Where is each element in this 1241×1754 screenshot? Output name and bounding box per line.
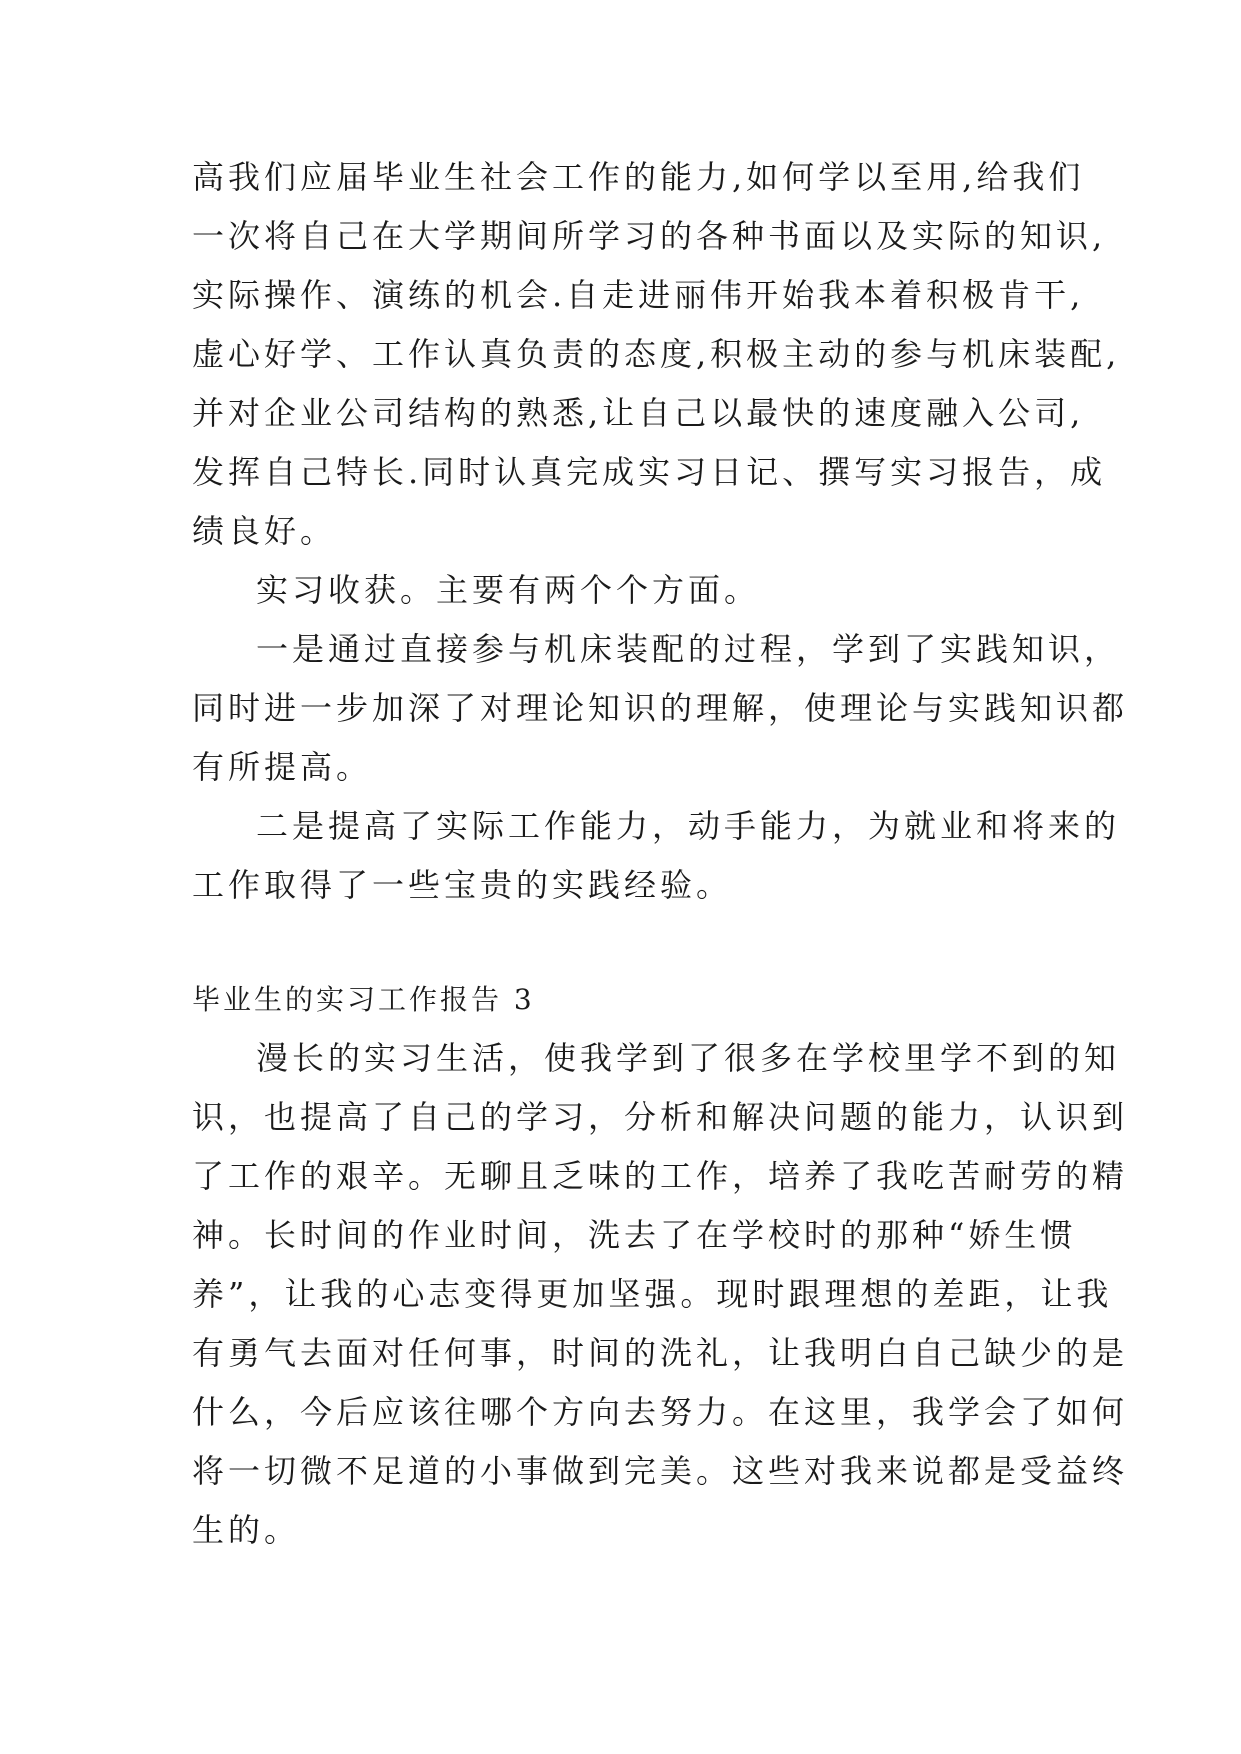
- paragraph-line: 虚心好学、工作认真负责的态度,积极主动的参与机床装配,: [192, 335, 1121, 373]
- gains-intro-line: 实习收获。主要有两个个方面。: [256, 571, 761, 609]
- gain-two-line: 工作取得了一些宝贵的实践经验。: [192, 866, 733, 904]
- paragraph-line: 绩良好。: [192, 512, 337, 550]
- paragraph-line: 并对企业公司结构的熟悉,让自己以最快的速度融入公司,: [192, 394, 1085, 432]
- paragraph-line: 养”，让我的心志变得更加坚强。现时跟理想的差距，让我: [192, 1275, 1113, 1313]
- paragraph-line: 实际操作、演练的机会.自走进丽伟开始我本着积极肯干,: [192, 276, 1085, 314]
- gain-one-line: 同时进一步加深了对理论知识的理解，使理论与实践知识都: [192, 689, 1129, 727]
- section3-body: [192, 1029, 1129, 1560]
- paragraph-line: 识，也提高了自己的学习，分析和解决问题的能力，认识到: [192, 1098, 1129, 1136]
- paragraph-line: 漫长的实习生活，使我学到了很多在学校里学不到的知: [256, 1039, 1121, 1077]
- paragraph-line: 一次将自己在大学期间所学习的各种书面以及实际的知识,: [192, 217, 1107, 255]
- paragraph-line: 发挥自己特长.同时认真完成实习日记、撰写实习报告，成: [192, 453, 1107, 491]
- gain-one-line: 有所提高。: [192, 748, 373, 786]
- section-title: 毕业生的实习工作报告 3: [192, 983, 535, 1016]
- paragraph-line: 有勇气去面对任何事，时间的洗礼，让我明白自己缺少的是: [192, 1334, 1129, 1372]
- paragraph-line: 什么，今后应该往哪个方向去努力。在这里，我学会了如何: [192, 1393, 1129, 1431]
- section1-body: [192, 148, 1129, 915]
- gain-two-line: 二是提高了实际工作能力，动手能力，为就业和将来的: [256, 807, 1121, 845]
- paragraph-line: 将一切微不足道的小事做到完美。这些对我来说都是受益终: [192, 1452, 1129, 1490]
- paragraph-line: 了工作的艰辛。无聊且乏味的工作，培养了我吃苦耐劳的精: [192, 1157, 1129, 1195]
- paragraph-line: 生的。: [192, 1511, 301, 1549]
- paragraph-line: 高我们应届毕业生社会工作的能力,如何学以至用,给我们: [192, 158, 1085, 196]
- paragraph-line: 神。长时间的作业时间，洗去了在学校时的那种“娇生惯: [192, 1216, 1077, 1254]
- gain-one-line: 一是通过直接参与机床装配的过程，学到了实践知识，: [256, 630, 1121, 668]
